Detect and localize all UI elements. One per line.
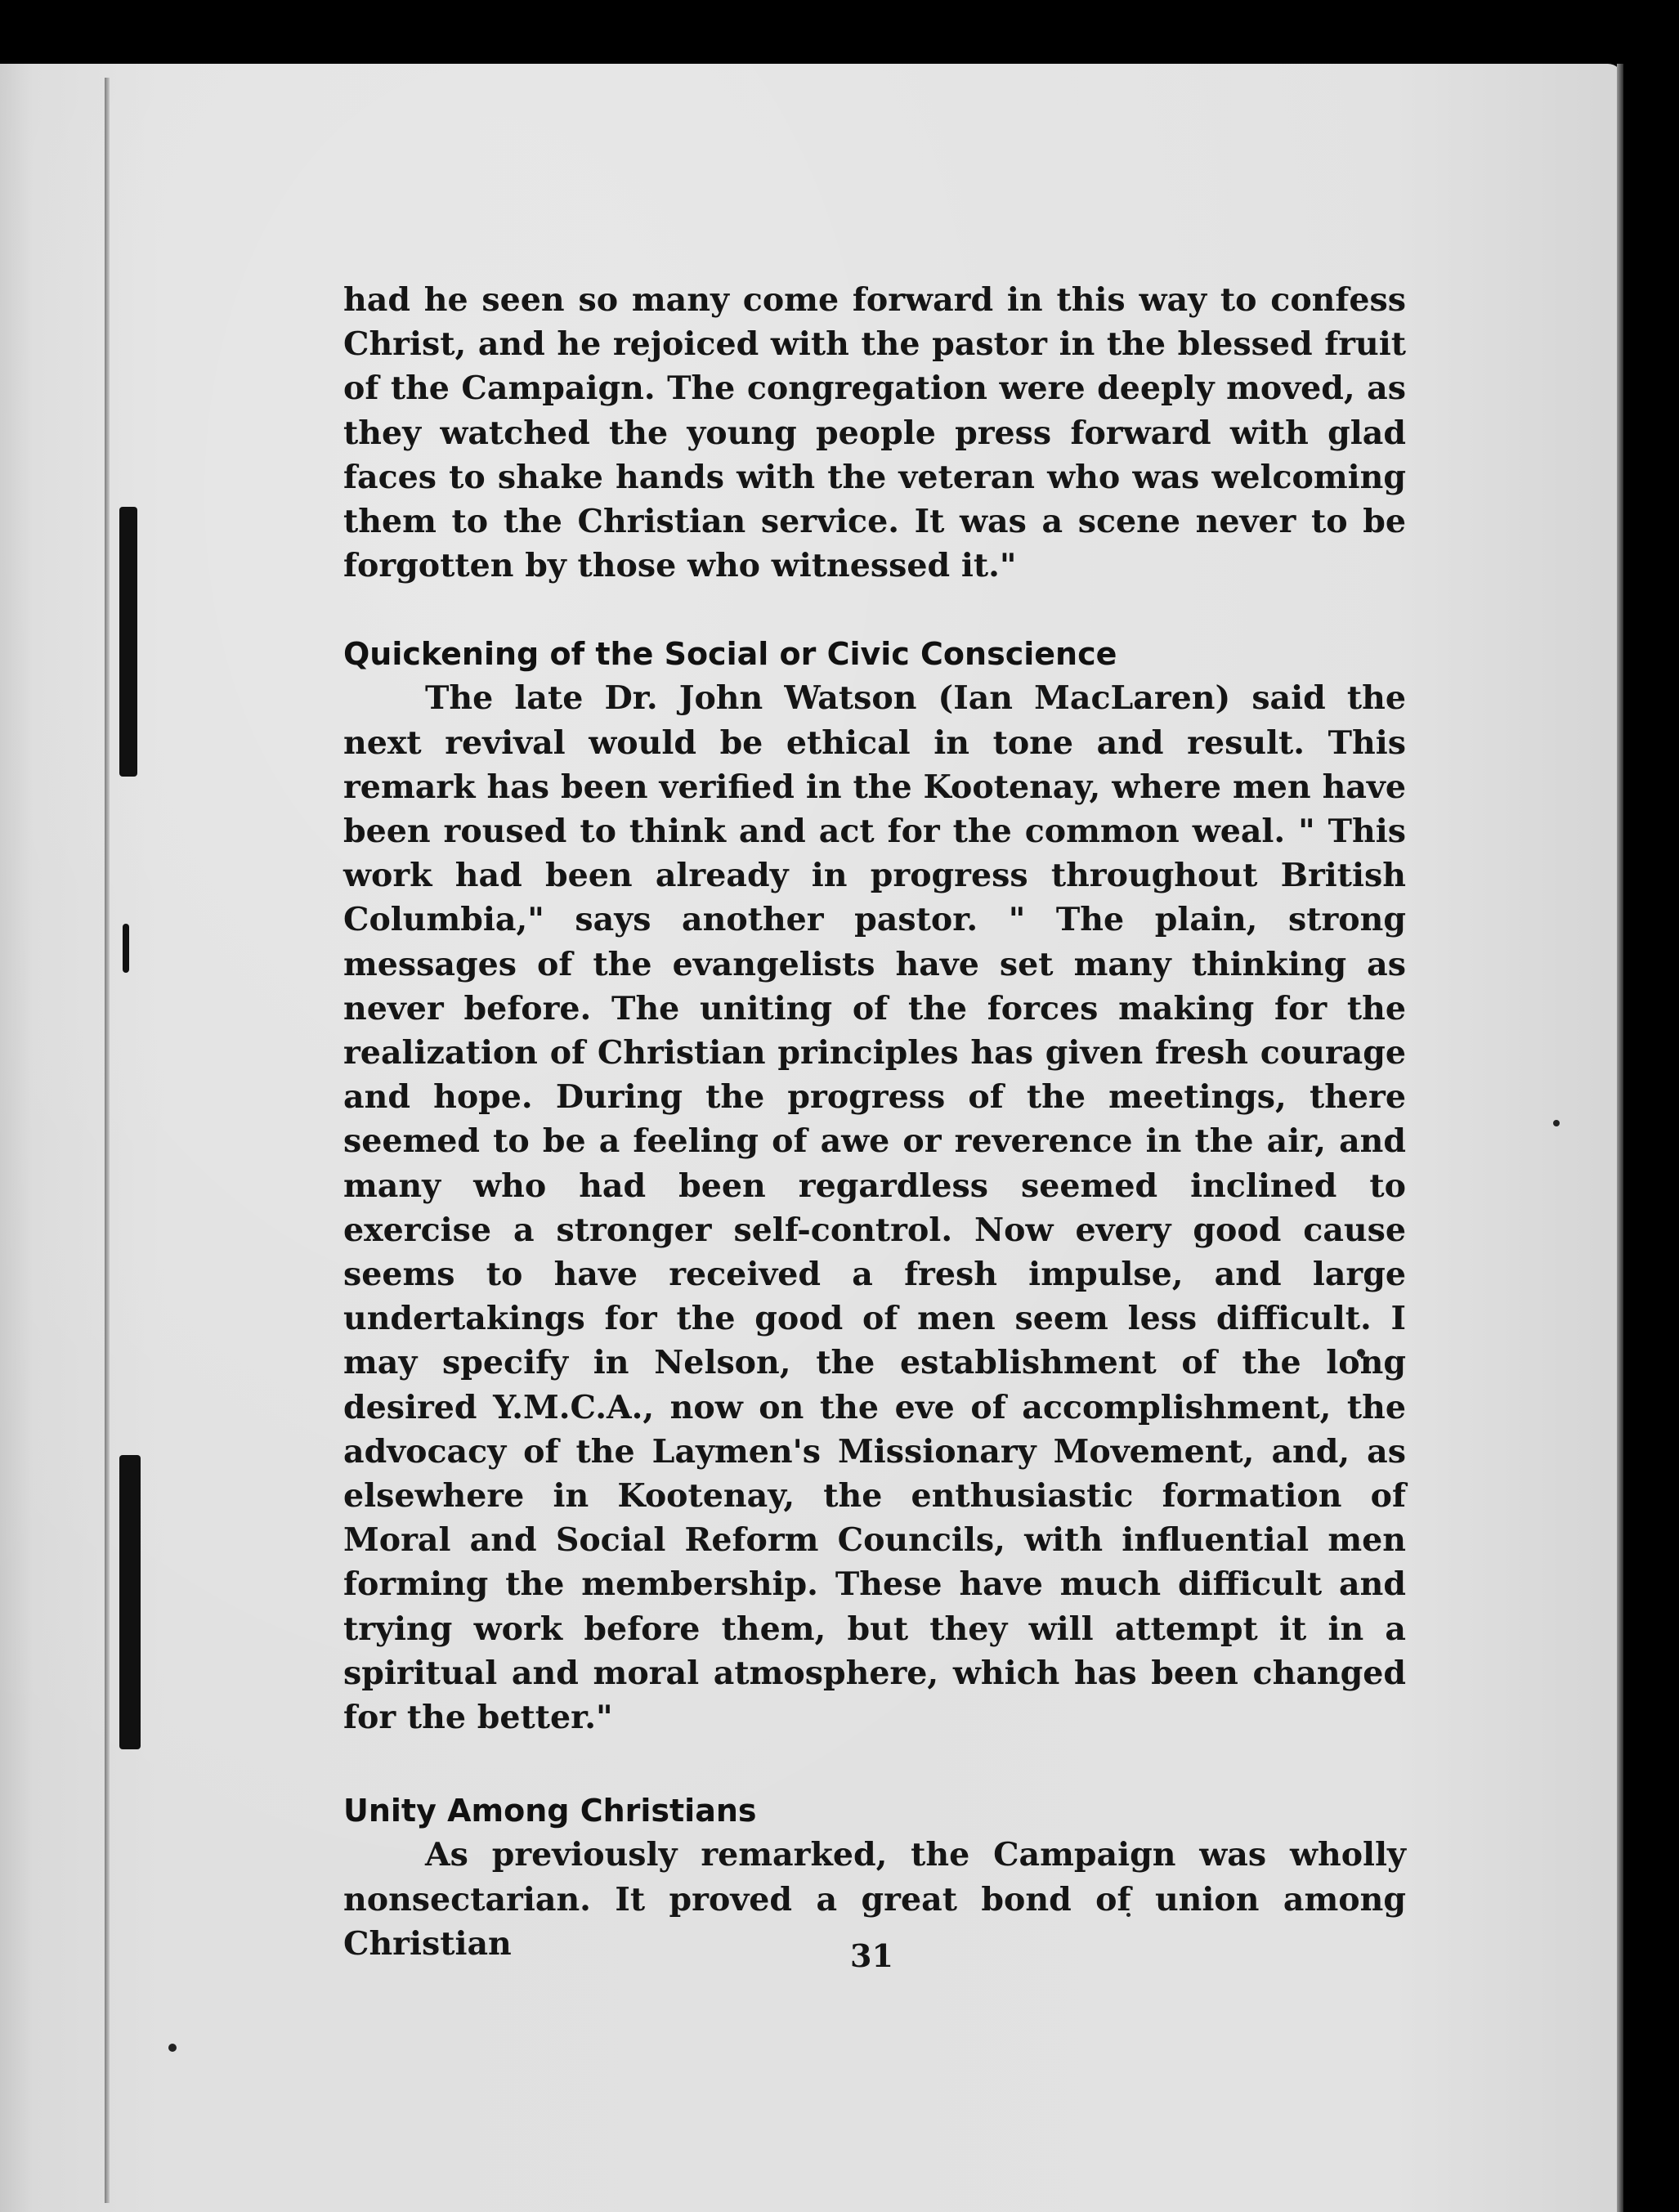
binding-mark — [119, 1455, 141, 1749]
page-number: 31 — [850, 1937, 893, 1974]
paragraph-social-conscience: The late Dr. John Watson (Ian MacLaren) said the next revival would be ethical in tone and result. This remark has been verified in the Kootenay, where men have been roused to think and act for the common weal. " This work had been already in progress throughout British Columbia," says another pastor. " The plain, strong messages of the evangelists have set many thinking as never before. The uniting of the forces making for the realization of Christian principles has given fresh courage and hope. During the progress of the meetings, there seemed to be a feeling of awe or reverence in the air, and many who had been regardless seemed inclined to exercise a stronger self-control. Now every good cause seems to have received a fresh impulse, and large undertakings for the good of men seem less difficult. I may specify in Nelson, the establishment of the long desired Y.M.C.A., now on the eve of accomplishment, the advocacy of the Laymen's Missionary Movement, and, as elsewhere in Kootenay, the enthusiastic formation of Moral and Social Reform Councils, with influential men forming the membership. These have much difficult and trying work before them, but they will attempt it in a spiritual and moral atmosphere, which has been changed for the better." — [343, 679, 1406, 1737]
paragraph-unity: As previously remarked, the Campaign was wholly nonsectarian. It proved a great bond of union among Christian — [343, 1836, 1406, 1963]
binding-mark — [123, 924, 129, 973]
dust-speck — [168, 2044, 177, 2052]
page-text — [343, 278, 1406, 1966]
paragraph-continuation: had he seen so many come forward in this way to confess Christ, and he rejoiced with the pastor in the blessed fruit of the Campaign. The congregation were deeply moved, as they watched the young people press forward with glad faces to shake hands with the veteran who was welcoming them to the Christian service. It was a scene never to be forgotten by those who witnessed it." — [343, 281, 1406, 585]
page-right-edge — [1617, 64, 1623, 2212]
section-heading-social-conscience: Quickening of the Social or Civic Conscience — [343, 636, 1117, 673]
dust-speck — [1553, 1120, 1560, 1126]
binding-mark — [119, 507, 137, 777]
section-heading-unity: Unity Among Christians — [343, 1793, 757, 1829]
book-spine-shadow — [105, 78, 110, 2203]
